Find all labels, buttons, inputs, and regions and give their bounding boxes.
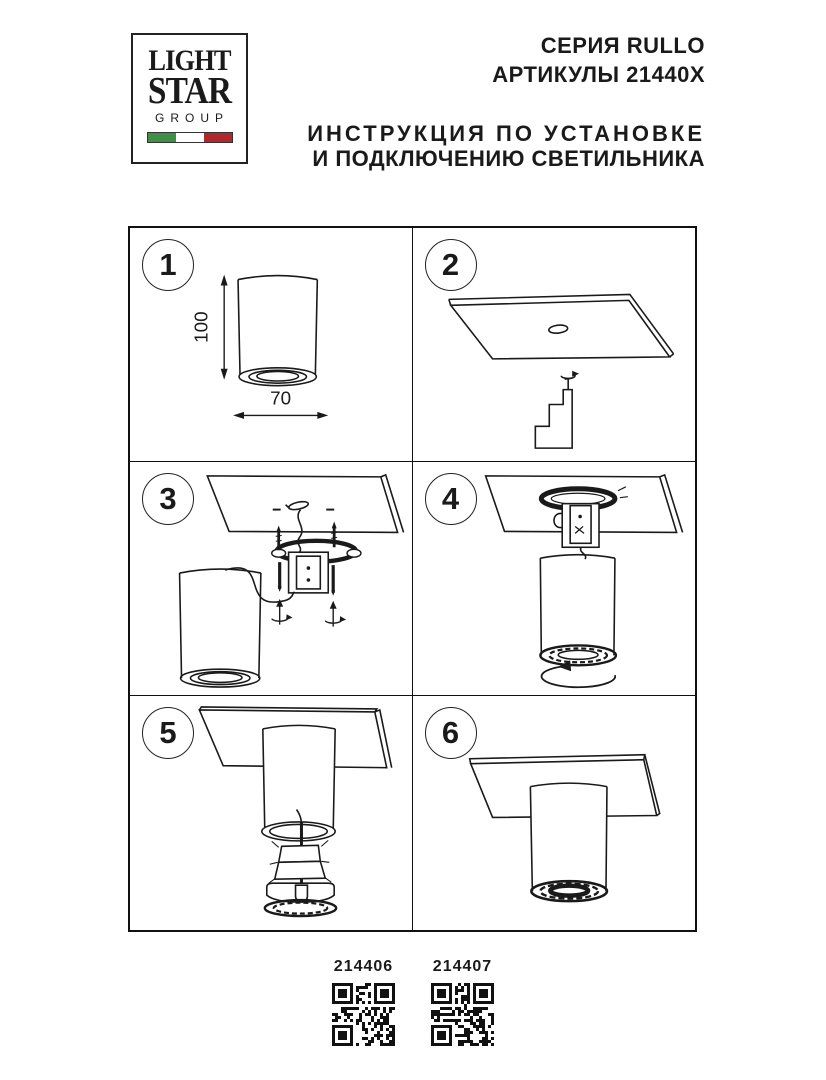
body-mask xyxy=(530,783,607,892)
ceiling-panel-drawing xyxy=(207,475,403,533)
screwdriving-icon-left xyxy=(272,604,288,625)
step-number-badge: 3 xyxy=(142,473,194,525)
articles-title: АРТИКУЛЫ 21440X xyxy=(492,62,705,87)
step-5-panel xyxy=(130,696,413,930)
step-4-panel xyxy=(413,462,696,696)
cylinder-luminaire-outline xyxy=(238,276,317,386)
cylinder-luminaire-outline xyxy=(180,569,261,687)
wire-loop xyxy=(554,513,562,527)
step-number-badge: 5 xyxy=(142,707,194,759)
step-3-panel xyxy=(130,462,413,696)
ring-ear-right xyxy=(347,549,361,557)
mounting-template-drawing xyxy=(535,390,572,448)
terminal-block-drawing xyxy=(289,552,329,593)
qr-code xyxy=(431,983,494,1046)
article-number-label: 214406 xyxy=(333,958,394,975)
click-sparkle xyxy=(617,487,627,498)
step-2-panel xyxy=(413,228,696,462)
mounting-ring-inner xyxy=(551,493,605,504)
ceiling-panel-drawing xyxy=(448,294,673,358)
flag-white-band xyxy=(176,133,204,142)
article-code-214407 xyxy=(431,958,494,1046)
step-number-badge: 2 xyxy=(425,239,477,291)
flag-green-band xyxy=(148,133,176,142)
logo-text-star: STAR xyxy=(147,70,232,112)
series-title: СЕРИЯ RULLO xyxy=(540,33,705,58)
flag-red-band xyxy=(204,133,232,142)
height-dimension-label: 100 xyxy=(190,311,212,343)
article-number-label: 214407 xyxy=(432,958,493,975)
rotate-direction-arrow xyxy=(541,666,615,687)
width-dimension-label: 70 xyxy=(270,387,292,409)
step-1-panel xyxy=(130,228,413,462)
article-code-214406 xyxy=(332,958,395,1046)
instruction-title: ИНСТРУКЦИЯ ПО УСТАНОВКЕ И ПОДКЛЮЧЕНИЮ СВЕТИЛЬНИКА xyxy=(307,121,705,171)
lightstar-logo xyxy=(131,33,248,164)
footer xyxy=(0,958,826,1046)
mounting-hole xyxy=(548,324,568,334)
steps-grid xyxy=(128,226,697,932)
header xyxy=(307,31,705,171)
italy-flag-stripe xyxy=(147,132,233,143)
logo-text-light: LIGHT xyxy=(148,44,231,77)
step-number-badge: 1 xyxy=(142,239,194,291)
step-number-badge: 4 xyxy=(425,473,477,525)
screw-icon xyxy=(561,374,575,389)
terminal-block-drawing xyxy=(562,504,599,548)
wire-to-body xyxy=(580,547,585,559)
cylinder-luminaire-outline xyxy=(540,555,616,666)
logo-text-group: GROUP xyxy=(154,111,229,125)
qr-code xyxy=(332,983,395,1046)
ceiling-screws xyxy=(279,527,335,550)
step-number-badge: 6 xyxy=(425,707,477,759)
screwdriving-icon-right xyxy=(325,606,341,627)
ring-ear-left xyxy=(272,549,286,557)
step-6-panel xyxy=(413,696,696,930)
